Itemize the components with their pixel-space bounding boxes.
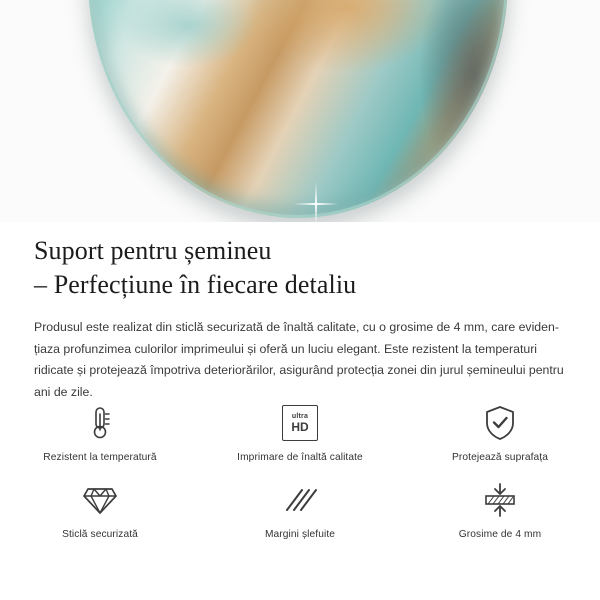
feature-label: Sticlă securizată	[62, 529, 138, 540]
thermometer-icon	[83, 400, 117, 446]
description-paragraph: Produsul este realizat din sticlă securizată de înaltă calitate, cu o grosime de 4 mm, care eviden-țiaza profunzimea culorilor imprimeului și oferă un luciu elegant. Este rezistent la temperaturi ridicate și protejează împotriva deteriorărilor, asigurând protecția zonei din jurul șemineului pentru ani de zile.	[34, 319, 564, 400]
feature-item-tempered-glass	[0, 477, 200, 540]
feature-item-surface-protection	[400, 400, 600, 463]
diamond-icon	[81, 477, 119, 523]
feature-label: Grosime de 4 mm	[458, 529, 542, 540]
feature-label: Imprimare de înaltă calitate	[237, 452, 363, 463]
ultra-hd-badge-bottom: HD	[291, 420, 309, 434]
headline-line-2: – Perfecțiune în fiecare detaliu	[34, 270, 357, 300]
feature-grid	[0, 400, 600, 540]
feature-item-print-quality	[200, 400, 400, 463]
feature-label: Rezistent la temperatură	[43, 452, 157, 463]
hero-image	[0, 0, 600, 222]
feature-item-temperature	[0, 400, 200, 463]
content-block	[0, 222, 600, 404]
polished-edges-icon	[281, 477, 319, 523]
page-title	[0, 222, 600, 303]
ultra-hd-badge-top: ultra	[291, 413, 309, 420]
shield-check-icon	[482, 400, 518, 446]
headline-line-1: Suport pentru șemineu	[34, 236, 272, 265]
feature-item-polished-edges	[200, 477, 400, 540]
feature-item-thickness	[400, 477, 600, 540]
thickness-icon	[480, 477, 520, 523]
feature-label: Protejează suprafața	[451, 452, 548, 463]
glass-disc-image	[88, 0, 508, 218]
ultra-hd-icon	[282, 400, 318, 446]
feature-label: Margini șlefuite	[264, 529, 336, 540]
